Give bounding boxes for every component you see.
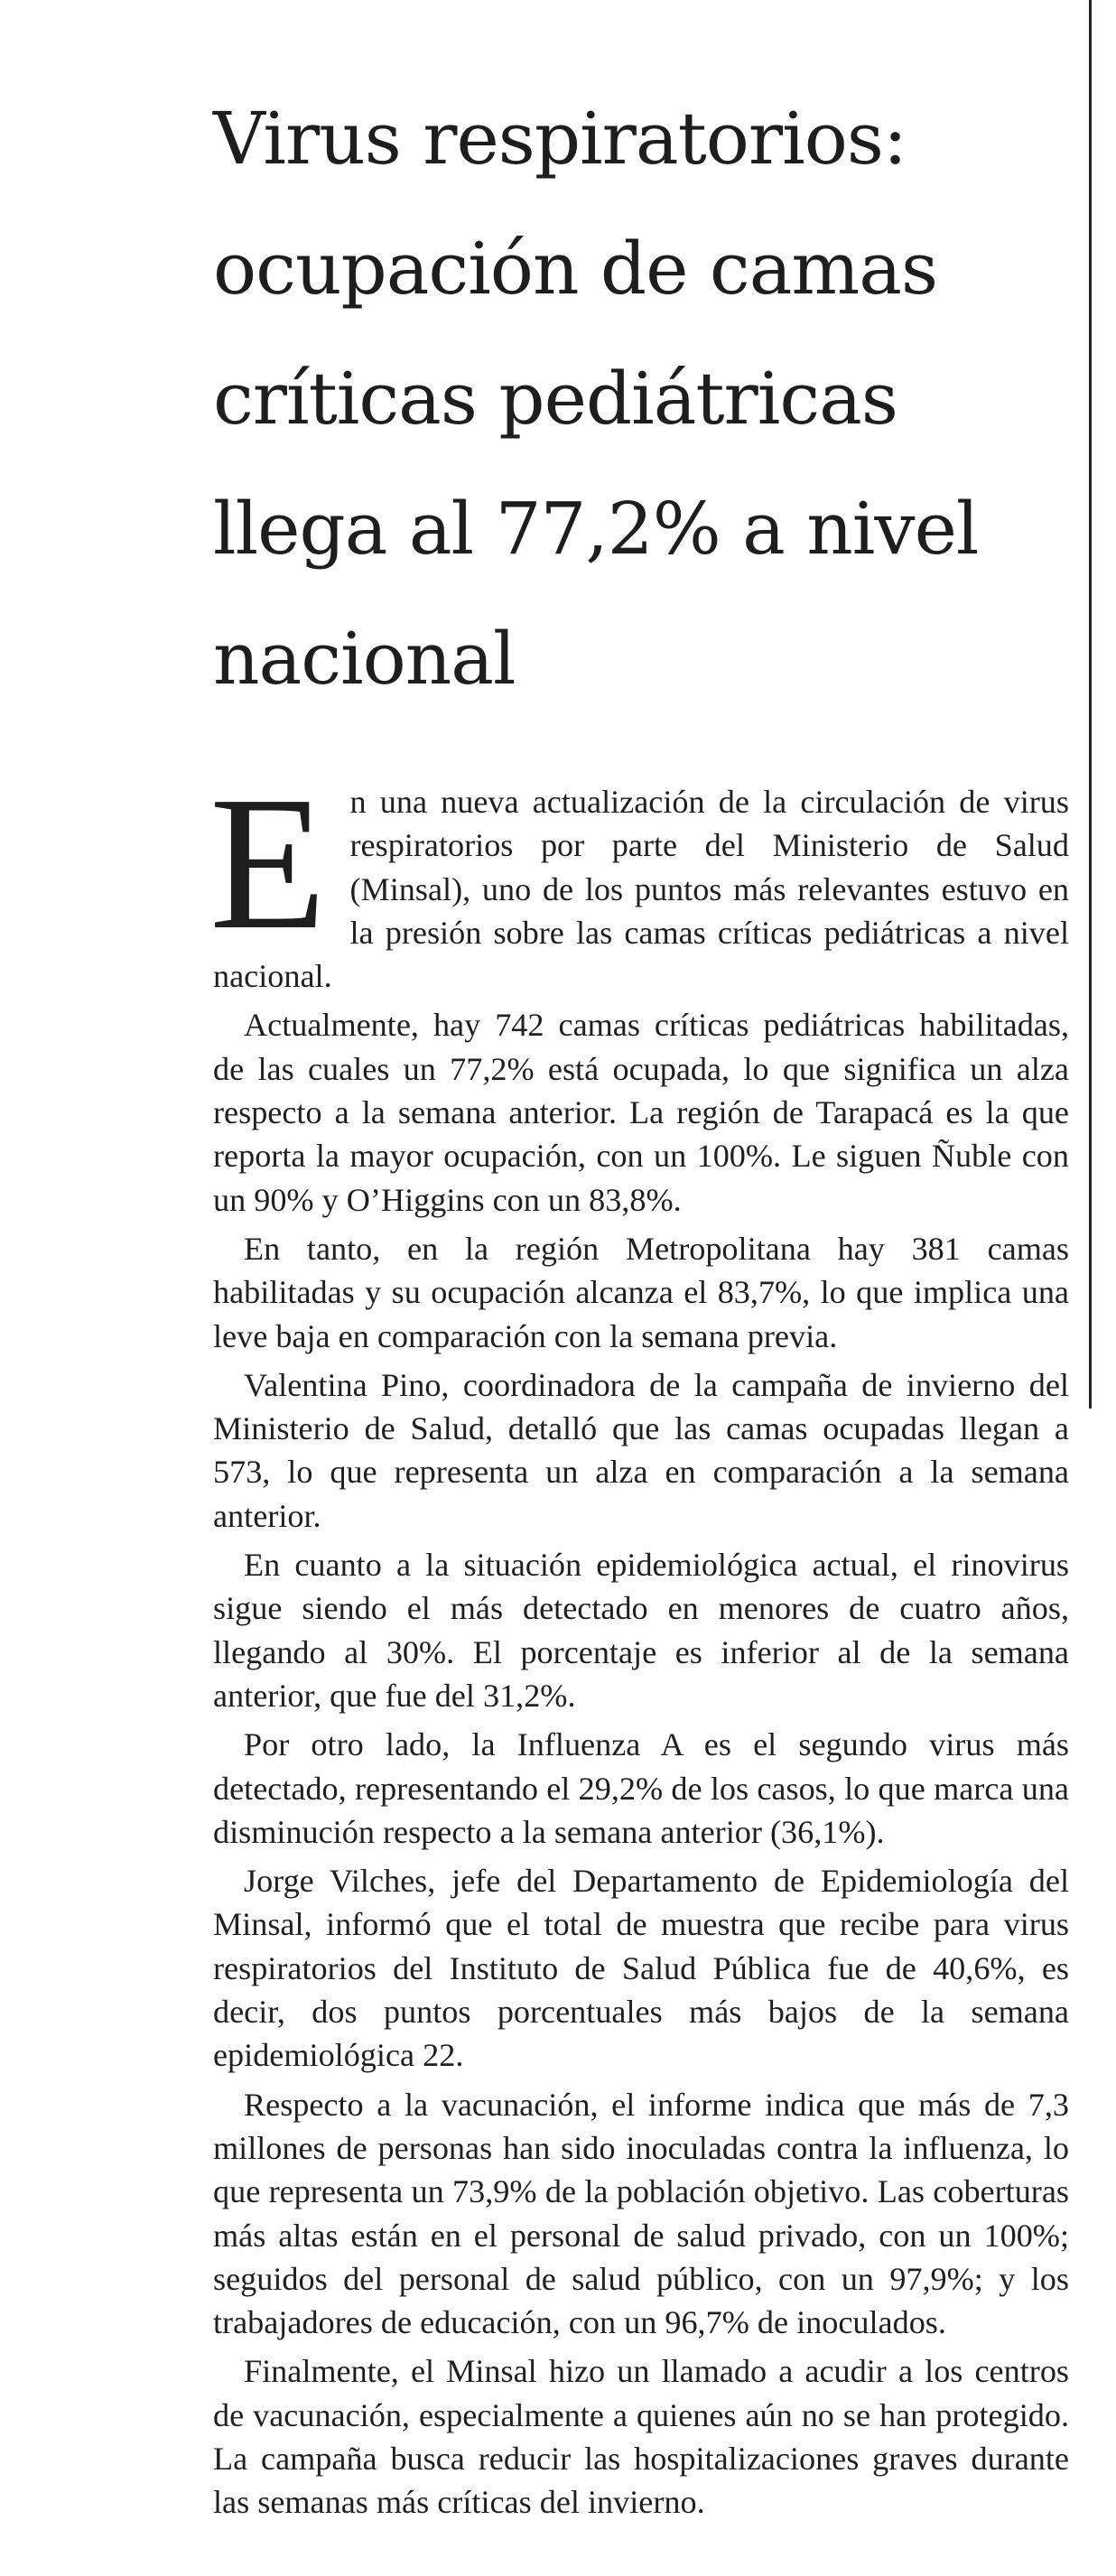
paragraph: Valentina Pino, coordinadora de la campaña de invierno del Ministerio de Salud, detalló que las camas ocupadas llegan a 573, lo que representa un alza en comparación a la semana anterior. (213, 1366, 1069, 1534)
paragraph: En cuanto a la situación epidemiológica actual, el rinovirus sigue siendo el más detectado en menores de cuatro años, llegando al 30%. El porcentaje es inferior al de la semana anterior, que fue del 31,2%. (213, 1547, 1069, 1714)
paragraph: En tanto, en la región Metropolitana hay 381 camas habilitadas y su ocupación alcanza el 83,7%, lo que implica una leve baja en comparación con la semana previa. (213, 1230, 1069, 1354)
column-divider (1089, 0, 1092, 1409)
paragraph: Por otro lado, la Influenza A es el segundo virus más detectado, representando el 29,2% de los casos, lo que marca una disminución respecto a la semana anterior (36,1%). (213, 1726, 1069, 1850)
paragraph: Jorge Vilches, jefe del Departamento de Epidemiología del Minsal, informó que el total de muestra que recibe para virus respiratorios del Instituto de Salud Pública fue de 40,6%, es decir, dos puntos porcentuales más bajos de la semana epidemiológica 22. (213, 1863, 1069, 2074)
lead-text: n una nueva actualización de la circulación de virus respiratorios por parte del Ministerio de Salud (Minsal), uno de los puntos más relevantes estuvo en la presión sobre las camas críticas pediátricas a nivel nacional. (213, 784, 1069, 995)
paragraph: Actualmente, hay 742 camas críticas pediátricas habilitadas, de las cuales un 77,2% está ocupada, lo que significa un alza respecto a la semana anterior. La región de Tarapacá es la que reporta la mayor ocupación, con un 100%. Le siguen Ñuble con un 90% y O’Higgins con un 83,8%. (213, 1007, 1069, 1218)
paragraph: Respecto a la vacunación, el informe indica que más de 7,3 millones de personas han sido inoculadas contra la influenza, lo que representa un 73,9% de la población objetivo. Las coberturas más altas están en el personal de salud privado, con un 100%; seguidos del personal de salud público, con un 97,9%; y los trabajadores de educación, con un 96,7% de inoculados. (213, 2086, 1069, 2341)
paragraph: Finalmente, el Minsal hizo un llamado a acudir a los centros de vacunación, especialmente a quienes aún no se han protegido. La campaña busca reducir las hospitalizaciones graves durante las semanas más críticas del invierno. (213, 2353, 1069, 2521)
headline: Virus respiratorios: ocupación de camas críticas pediátricas llega al 77,2% a nivel nacional (213, 97, 979, 701)
drop-cap: E (209, 757, 327, 969)
article-body (209, 757, 1069, 2525)
news-article (209, 74, 1069, 2530)
lead-paragraph (209, 757, 1069, 998)
